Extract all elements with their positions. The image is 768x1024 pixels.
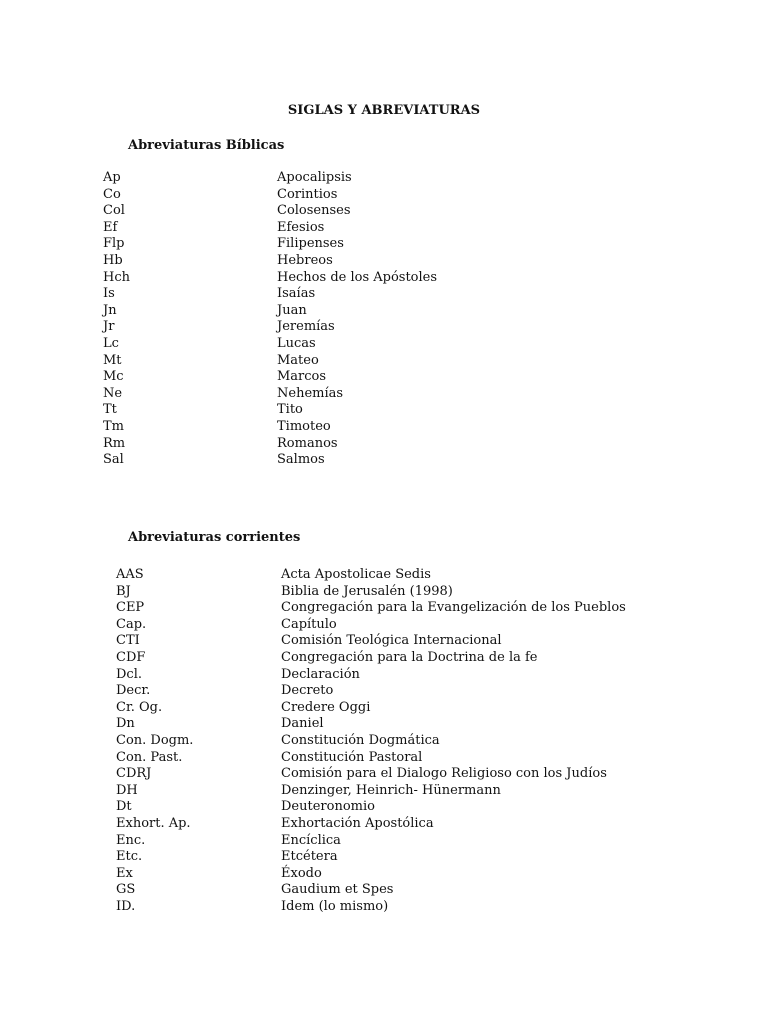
abbreviation-meaning: Congregación para la Evangelización de los Pueblos xyxy=(281,600,626,616)
abbreviation-meaning: Credere Oggi xyxy=(281,699,371,715)
abbreviation-term: Flp xyxy=(103,236,125,252)
abbreviation-row xyxy=(116,750,756,767)
abbreviation-row xyxy=(103,187,703,204)
page-title: SIGLAS Y ABREVIATURAS xyxy=(287,103,481,118)
section-heading-corrientes: Abreviaturas corrientes xyxy=(128,530,301,545)
abbreviation-meaning: Constitución Dogmática xyxy=(281,732,440,748)
abbreviation-meaning: Mateo xyxy=(277,352,319,368)
abbreviation-term: Jn xyxy=(103,302,117,318)
abbreviation-meaning: Jeremías xyxy=(277,319,335,335)
abbreviation-term: Hb xyxy=(103,252,123,268)
abbreviation-meaning: Comisión para el Dialogo Religioso con los Judíos xyxy=(281,766,607,782)
abbreviation-term: Mt xyxy=(103,352,122,368)
abbreviation-meaning: Decreto xyxy=(281,683,334,699)
abbreviation-meaning: Tito xyxy=(277,402,303,418)
abbreviation-term: Decr. xyxy=(116,683,151,699)
abbreviation-row xyxy=(116,633,756,650)
abbreviation-term: Tm xyxy=(103,418,124,434)
abbreviation-term: Etc. xyxy=(116,849,143,865)
abbreviation-term: Col xyxy=(103,203,125,219)
abbreviation-row xyxy=(103,270,703,287)
abbreviation-row xyxy=(103,203,703,220)
abbreviation-meaning: Filipenses xyxy=(277,236,344,252)
abbreviation-meaning: Acta Apostolicae Sedis xyxy=(281,567,431,582)
abbreviation-term: Sal xyxy=(103,452,124,468)
abbreviation-meaning: Constitución Pastoral xyxy=(281,749,423,765)
abbreviation-meaning: Corintios xyxy=(277,186,338,202)
abbreviation-meaning: Timoteo xyxy=(277,418,331,434)
abbreviation-meaning: Daniel xyxy=(281,716,324,732)
abbreviation-term: Mc xyxy=(103,369,124,385)
abbreviation-meaning: Idem (lo mismo) xyxy=(281,898,389,914)
abbreviation-term: Dt xyxy=(116,799,132,815)
abbreviation-row xyxy=(103,353,703,370)
abbreviation-row xyxy=(116,584,756,601)
abbreviation-term: GS xyxy=(116,882,136,898)
abbreviation-term: Con. Past. xyxy=(116,749,183,765)
abbreviation-meaning: Hebreos xyxy=(277,252,333,268)
abbreviation-term: CDF xyxy=(116,649,146,665)
abbreviation-meaning: Apocalipsis xyxy=(277,170,352,185)
abbreviation-meaning: Etcétera xyxy=(281,849,338,865)
abbreviation-meaning: Nehemías xyxy=(277,385,344,401)
abbreviation-term: CTI xyxy=(116,633,140,649)
abbreviation-row xyxy=(103,286,703,303)
abbreviation-meaning: Hechos de los Apóstoles xyxy=(277,269,438,285)
abbreviation-meaning: Marcos xyxy=(277,369,327,385)
abbreviation-meaning: Isaías xyxy=(277,286,316,302)
abbreviation-meaning: Éxodo xyxy=(281,865,322,881)
abbreviation-term: Dn xyxy=(116,716,135,732)
abbreviation-row xyxy=(103,236,703,253)
abbreviation-meaning: Declaración xyxy=(281,666,360,682)
abbreviation-meaning: Juan xyxy=(277,302,307,318)
abbreviation-row xyxy=(103,303,703,320)
abbreviation-term: Dcl. xyxy=(116,666,142,682)
abbreviation-row xyxy=(103,402,703,419)
abbreviation-meaning: Biblia de Jerusalén (1998) xyxy=(281,583,453,599)
abbreviation-term: Is xyxy=(103,286,115,302)
abbreviation-term: ID. xyxy=(116,898,136,914)
abbreviation-row xyxy=(103,170,703,187)
abbreviation-meaning: Denzinger, Heinrich- Hünermann xyxy=(281,782,501,798)
abbreviation-term: CEP xyxy=(116,600,145,616)
abbreviation-term: Cap. xyxy=(116,616,147,632)
abbreviation-row xyxy=(116,799,756,816)
abbreviation-meaning: Encíclica xyxy=(281,832,341,848)
abbreviation-row xyxy=(116,700,756,717)
abbreviation-row xyxy=(103,336,703,353)
abbreviation-term: AAS xyxy=(116,567,144,582)
abbreviation-row xyxy=(116,882,756,899)
abbreviation-row xyxy=(116,667,756,684)
abbreviation-meaning: Colosenses xyxy=(277,203,351,219)
abbreviation-term: DH xyxy=(116,782,138,798)
abbreviation-row xyxy=(103,386,703,403)
abbreviation-meaning: Lucas xyxy=(277,335,316,351)
abbreviation-row xyxy=(116,833,756,850)
abbreviation-row xyxy=(103,452,703,469)
abbreviation-term: Jr xyxy=(103,319,115,335)
abbreviation-list-corrientes xyxy=(116,567,756,915)
abbreviation-term: Ne xyxy=(103,385,123,401)
abbreviation-row xyxy=(103,436,703,453)
abbreviation-row xyxy=(103,253,703,270)
abbreviation-term: Cr. Og. xyxy=(116,699,163,715)
abbreviation-row xyxy=(116,899,756,916)
abbreviation-meaning: Deuteronomio xyxy=(281,799,375,815)
abbreviation-row xyxy=(116,849,756,866)
abbreviation-term: Ap xyxy=(103,170,121,185)
abbreviation-row xyxy=(116,617,756,634)
abbreviation-meaning: Comisión Teológica Internacional xyxy=(281,633,502,649)
abbreviation-row xyxy=(116,783,756,800)
section-heading-biblicas: Abreviaturas Bíblicas xyxy=(128,138,285,153)
abbreviation-row xyxy=(116,600,756,617)
abbreviation-row xyxy=(116,683,756,700)
abbreviation-row xyxy=(103,220,703,237)
abbreviation-row xyxy=(116,650,756,667)
abbreviation-row xyxy=(116,816,756,833)
abbreviation-term: Rm xyxy=(103,435,126,451)
abbreviation-row xyxy=(103,369,703,386)
abbreviation-row xyxy=(116,733,756,750)
abbreviation-term: Ef xyxy=(103,219,118,235)
abbreviation-row xyxy=(103,419,703,436)
abbreviation-row xyxy=(116,866,756,883)
abbreviation-term: Lc xyxy=(103,335,119,351)
abbreviation-meaning: Romanos xyxy=(277,435,338,451)
abbreviation-row xyxy=(103,319,703,336)
abbreviation-meaning: Efesios xyxy=(277,219,325,235)
abbreviation-term: Exhort. Ap. xyxy=(116,815,191,831)
abbreviation-term: Enc. xyxy=(116,832,146,848)
abbreviation-row xyxy=(116,716,756,733)
abbreviation-row xyxy=(116,766,756,783)
abbreviation-term: Co xyxy=(103,186,121,202)
abbreviation-meaning: Congregación para la Doctrina de la fe xyxy=(281,649,538,665)
abbreviation-list-biblicas xyxy=(103,170,703,469)
abbreviation-meaning: Salmos xyxy=(277,452,325,468)
abbreviation-term: CDRJ xyxy=(116,766,152,782)
abbreviation-term: Hch xyxy=(103,269,130,285)
abbreviation-meaning: Exhortación Apostólica xyxy=(281,815,434,831)
abbreviation-term: Tt xyxy=(103,402,117,418)
abbreviation-term: Ex xyxy=(116,865,133,881)
abbreviation-meaning: Capítulo xyxy=(281,616,337,632)
abbreviation-row xyxy=(116,567,756,584)
abbreviation-term: BJ xyxy=(116,583,131,599)
abbreviation-term: Con. Dogm. xyxy=(116,732,194,748)
abbreviation-meaning: Gaudium et Spes xyxy=(281,882,394,898)
